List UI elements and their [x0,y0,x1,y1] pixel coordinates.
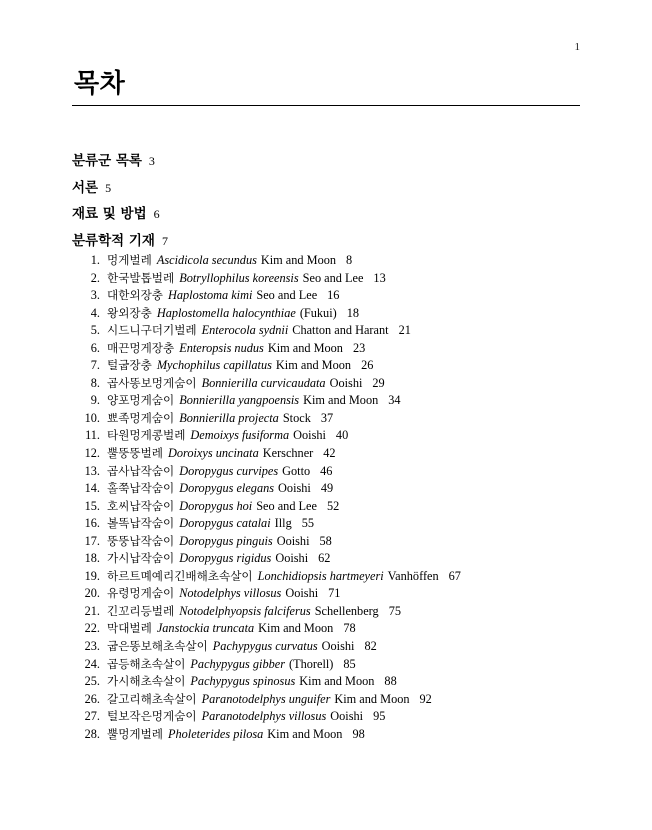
taxon-author: Ooishi [329,375,363,390]
taxon-scientific-name: Doropygus curvipes [179,463,279,478]
taxon-number: 18. [84,551,100,566]
taxon-scientific-name: Janstockia truncata [156,621,255,636]
taxon-entry[interactable] [72,620,632,638]
taxon-page-number: 8 [346,253,353,267]
taxon-entry[interactable] [72,673,632,691]
title-divider [72,105,580,106]
taxon-author: (Thorell) [289,656,334,671]
taxon-number: 15. [84,498,100,513]
taxon-scientific-name: Demoixys fusiforma [190,428,290,443]
section-page-number: 7 [161,233,168,248]
taxon-author: Kim and Moon [258,621,334,636]
taxon-entry[interactable] [72,708,632,726]
taxon-entry[interactable] [72,445,632,463]
taxon-page-number: 34 [388,393,401,408]
section-page-number: 5 [105,180,112,195]
taxon-entry[interactable] [72,515,632,533]
taxon-korean-name: 매끈멍게장충 [107,340,175,355]
section-label: 분류학적 기재 [72,232,155,249]
taxon-author: Ooishi [276,533,310,548]
taxon-number: 23. [84,639,100,654]
taxon-page-number: 21 [398,323,411,338]
section-page-number: 6 [153,207,160,221]
taxon-korean-name: 긴꼬리등벌레 [107,603,175,618]
taxon-number: 1. [90,253,100,267]
taxon-page-number: 58 [319,533,332,548]
taxon-korean-name: 곱등해초속살이 [107,656,186,671]
taxon-number: 13. [84,463,100,478]
taxon-scientific-name: Enterocola sydnii [201,323,289,338]
taxon-scientific-name: Notodelphyopsis falciferus [179,603,311,618]
taxon-author: Ooishi [330,709,364,724]
taxon-page-number: 46 [320,463,333,478]
section-list [72,148,580,254]
taxon-korean-name: 곱사납작숨이 [107,463,175,478]
section-label: 분류군 목록 [72,153,142,169]
taxon-entry[interactable] [72,357,632,375]
taxon-korean-name: 굽은똥보해초속살이 [107,639,208,654]
taxon-korean-name: 뾰족멍게숨이 [107,410,175,425]
taxon-entry[interactable] [72,305,632,323]
taxon-page-number: 82 [364,639,377,654]
taxon-korean-name: 가시해초속살이 [107,674,186,689]
section-entry[interactable] [72,148,580,175]
taxon-author: Ooishi [275,551,309,566]
taxon-author: Chatton and Harant [292,323,389,338]
taxon-author: Kim and Moon [267,726,343,741]
taxon-entry[interactable] [72,726,632,744]
taxon-author: Seo and Lee [256,498,317,513]
taxon-entry[interactable] [72,498,632,516]
taxon-korean-name: 갈고리해초속살이 [107,691,197,706]
taxon-scientific-name: Botryllophilus koreensis [179,270,299,285]
taxon-scientific-name: Doropygus rigidus [179,551,272,566]
taxon-number: 5. [90,323,100,338]
taxon-korean-name: 호씨납작숨이 [107,498,175,513]
taxon-author: (Fukui) [299,305,337,320]
section-entry[interactable] [72,201,580,228]
taxon-number: 16. [84,516,100,531]
taxon-entry[interactable] [72,691,632,709]
title-block [72,70,580,106]
taxon-number: 21. [84,603,100,618]
taxon-page-number: 16 [327,288,340,303]
taxon-page-number: 42 [323,446,336,461]
taxon-korean-name: 한국발톱벌레 [107,270,175,285]
taxon-number: 22. [84,621,100,636]
taxon-page-number: 88 [384,674,397,689]
taxon-page-number: 26 [361,358,374,373]
taxon-author: Kim and Moon [299,674,375,689]
taxon-scientific-name: Bonnierilla yangpoensis [179,393,300,408]
taxon-author: Illg [274,516,292,531]
taxon-number: 6. [90,340,100,355]
taxon-entry[interactable] [72,270,632,288]
taxon-scientific-name: Lonchidiopsis hartmeyeri [257,568,384,583]
taxon-number: 2. [90,270,100,285]
section-label: 재료 및 방법 [72,206,147,222]
taxon-scientific-name: Haplostomella halocynthiae [156,305,296,320]
taxon-scientific-name: Pachypygus curvatus [212,639,318,654]
taxon-korean-name: 하르트몌예리긴배해초속살이 [107,568,253,583]
taxon-korean-name: 왕외장충 [107,305,152,320]
taxon-korean-name: 뿔멍게벌레 [107,726,163,741]
taxon-page-number: 55 [301,516,315,531]
taxon-number: 28. [84,726,100,741]
taxon-author: Kim and Moon [260,253,337,267]
taxon-author: Kim and Moon [334,691,410,706]
taxon-number: 17. [84,533,100,548]
taxon-page-number: 95 [373,709,386,724]
section-page-number: 3 [148,154,155,168]
taxon-scientific-name: Doropygus pinguis [179,533,273,548]
taxon-korean-name: 시드니구더기벌레 [107,323,197,338]
taxon-entry[interactable] [72,603,632,621]
taxon-entry[interactable] [72,585,632,603]
taxon-author: Seo and Lee [256,288,318,303]
taxon-entry[interactable] [72,656,632,674]
taxon-page-number: 52 [326,498,340,513]
taxon-scientific-name: Pachypygus gibber [190,656,285,671]
taxon-page-number: 29 [372,375,385,390]
section-entry[interactable] [72,175,580,202]
taxon-scientific-name: Doroixys uncinata [168,446,259,461]
taxon-number: 8. [90,375,100,390]
taxon-page-number: 85 [343,656,356,671]
taxon-entry[interactable] [72,480,632,498]
taxon-number: 12. [84,446,100,461]
taxon-scientific-name: Doropygus elegans [179,481,275,496]
taxon-page-number: 78 [343,621,356,636]
taxon-entry[interactable] [72,533,632,551]
taxon-page-number: 49 [320,481,334,496]
section-label: 서론 [72,179,99,196]
taxon-korean-name: 홀쭉납작숨이 [107,481,175,496]
taxon-korean-name: 타원멍게콩벌레 [107,428,186,443]
taxon-entry[interactable] [72,463,632,481]
taxon-entry[interactable] [72,427,632,445]
taxon-author: Ooishi [293,428,326,443]
taxon-page-number: 13 [373,270,386,285]
taxon-author: Kim and Moon [267,340,343,355]
taxon-entry[interactable] [72,375,632,393]
taxon-number: 11. [85,428,100,443]
taxon-korean-name: 가시납작숨이 [107,551,175,566]
taxon-number: 3. [90,288,100,303]
taxon-entry[interactable] [72,638,632,656]
taxon-scientific-name: Pholeterides pilosa [168,726,264,741]
page-number: 1 [574,41,580,53]
taxon-scientific-name: Mychophilus capillatus [156,358,272,373]
taxon-scientific-name: Bonnierilla projecta [179,410,279,425]
taxon-page-number: 18 [346,305,360,320]
taxon-korean-name: 볼똑납작숨이 [107,516,175,531]
taxon-entry[interactable] [72,322,632,340]
taxon-entry-list [72,252,632,743]
taxon-scientific-name: Ascidicola secundus [156,253,257,267]
taxon-author: Kim and Moon [303,393,379,408]
taxon-number: 24. [84,656,100,671]
taxon-number: 26. [84,691,100,706]
taxon-scientific-name: Paranotodelphys unguifer [201,691,331,706]
taxon-korean-name: 막대벌레 [107,621,152,636]
taxon-number: 27. [84,709,100,724]
taxon-author: Ooishi [285,586,319,601]
taxon-author: Ooishi [278,481,311,496]
taxon-korean-name: 뿔뚱뚱벌레 [107,446,163,461]
taxon-entry[interactable] [72,252,632,270]
taxon-entry[interactable] [72,340,632,358]
taxon-author: Kerschner [262,446,314,461]
taxon-number: 10. [84,410,100,425]
taxon-scientific-name: Haplostoma kimi [168,288,253,303]
taxon-author: Gotto [282,463,311,478]
taxon-author: Ooishi [321,639,355,654]
taxon-korean-name: 멍게벌레 [107,253,152,267]
taxon-number: 7. [90,358,100,373]
taxon-entry[interactable] [72,392,632,410]
taxon-page-number: 75 [388,603,401,618]
taxon-number: 25. [84,674,100,689]
taxon-korean-name: 양포멍게숨이 [107,393,175,408]
taxon-korean-name: 뚱뚱납작숨이 [107,533,175,548]
page-title: 목차 [74,69,126,99]
taxon-page-number: 40 [335,428,349,443]
taxon-korean-name: 유령멍게숨이 [107,586,175,601]
taxon-korean-name: 털굽장충 [107,358,152,373]
taxon-author: Kim and Moon [275,358,352,373]
taxon-author: Seo and Lee [302,270,364,285]
taxon-entry[interactable] [72,287,632,305]
taxon-korean-name: 대한외장충 [107,288,163,303]
taxon-scientific-name: Doropygus catalai [179,516,271,531]
taxon-page-number: 98 [352,726,365,741]
taxon-page-number: 71 [328,586,341,601]
taxon-entry[interactable] [72,568,632,586]
taxon-scientific-name: Paranotodelphys villosus [201,709,327,724]
taxon-korean-name: 곱사똥보멍게숨이 [107,375,197,390]
taxon-entry[interactable] [72,550,632,568]
taxon-number: 4. [90,305,100,320]
taxon-number: 14. [84,481,100,496]
taxon-author: Stock [282,410,311,425]
taxon-entry[interactable] [72,410,632,428]
taxon-page-number: 67 [448,568,461,583]
taxon-scientific-name: Notodelphys villosus [179,586,282,601]
taxon-page-number: 37 [320,410,334,425]
taxon-page-number: 92 [419,691,432,706]
taxon-number: 9. [90,393,100,408]
taxon-scientific-name: Doropygus hoi [179,498,253,513]
taxon-scientific-name: Pachypygus spinosus [190,674,296,689]
taxon-page-number: 23 [352,340,366,355]
taxon-number: 19. [84,568,100,583]
section-entry[interactable] [72,228,580,255]
taxon-scientific-name: Enteropsis nudus [179,340,264,355]
taxon-page-number: 62 [318,551,331,566]
taxon-number: 20. [84,586,100,601]
taxon-author: Vanhöffen [387,568,439,583]
taxon-korean-name: 털보작은멍게숨이 [107,709,197,724]
taxon-author: Schellenberg [314,603,379,618]
taxon-scientific-name: Bonnierilla curvicaudata [201,375,326,390]
